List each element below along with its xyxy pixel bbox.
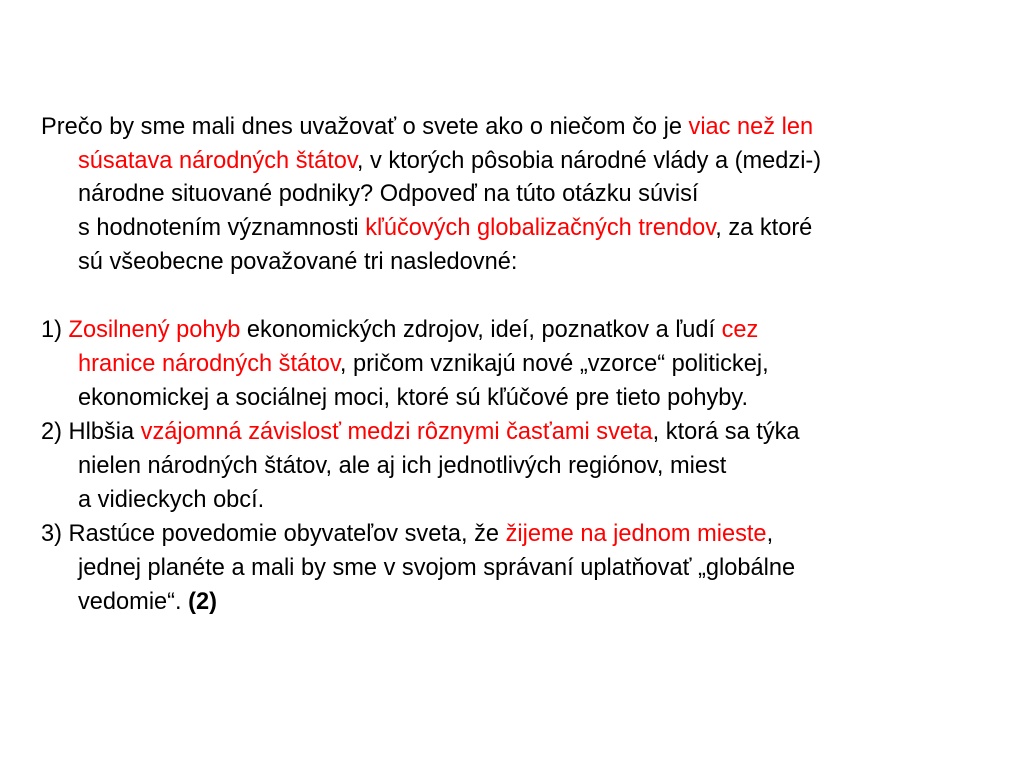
text-segment: 2) Hlbšia: [41, 419, 141, 445]
highlighted-text: žijeme na jednom mieste: [505, 521, 767, 547]
text-segment: , za ktoré: [715, 215, 813, 241]
text-segment: a vidieckych obcí.: [78, 487, 265, 513]
point-1-line-1: [41, 313, 758, 347]
highlighted-text: viac než len: [688, 114, 814, 140]
text-segment: nielen národných štátov, ale aj ich jednotlivých regiónov, miest: [78, 453, 727, 479]
text-segment: národne situované podniky? Odpoveď na túto otázku súvisí: [78, 181, 699, 207]
paragraph-intro-line-3: [78, 177, 698, 211]
point-1-line-3: [78, 381, 748, 415]
highlighted-text: Zosilnený pohyb: [68, 317, 241, 343]
point-2-line-2: [78, 449, 726, 483]
text-segment: 3) Rastúce povedomie obyvateľov sveta, že: [41, 521, 506, 547]
paragraph-intro-line-2: [78, 144, 821, 178]
point-2-line-1: [41, 415, 800, 449]
point-3-line-1: [41, 517, 773, 551]
paragraph-intro-line-5: [78, 245, 517, 279]
citation-marker: (2): [188, 589, 217, 615]
text-segment: 1): [41, 317, 69, 343]
point-2-line-3: [78, 483, 264, 517]
point-1-line-2: [78, 347, 769, 381]
text-segment: Prečo by sme mali dnes uvažovať o svete ako o niečom čo je: [41, 114, 689, 140]
highlighted-text: súsatava národných štátov: [78, 148, 357, 174]
text-segment: jednej planéte a mali by sme v svojom správaní uplatňovať „globálne: [78, 555, 796, 581]
highlighted-text: kľúčových globalizačných trendov: [365, 215, 716, 241]
paragraph-intro-line-4: [78, 211, 812, 245]
text-segment: ,: [766, 521, 774, 547]
text-segment: s hodnotením významnosti: [78, 215, 366, 241]
highlighted-text: vzájomná závislosť medzi rôznymi časťami sveta: [140, 419, 653, 445]
highlighted-text: hranice národných štátov: [78, 351, 340, 377]
point-3-line-3: [78, 585, 217, 619]
highlighted-text: cez: [721, 317, 759, 343]
paragraph-intro-line-1: [41, 110, 813, 144]
text-segment: vedomie“.: [78, 589, 189, 615]
text-segment: ekonomických zdrojov, ideí, poznatkov a ľudí: [240, 317, 722, 343]
text-segment: , pričom vznikajú nové „vzorce“ politickej,: [339, 351, 769, 377]
text-segment: , v ktorých pôsobia národné vlády a (medzi-): [356, 148, 822, 174]
text-segment: sú všeobecne považované tri nasledovné:: [78, 249, 518, 275]
text-segment: ekonomickej a sociálnej moci, ktoré sú kľúčové pre tieto pohyby.: [78, 385, 749, 411]
text-segment: , ktorá sa týka: [652, 419, 800, 445]
point-3-line-2: [78, 551, 795, 585]
